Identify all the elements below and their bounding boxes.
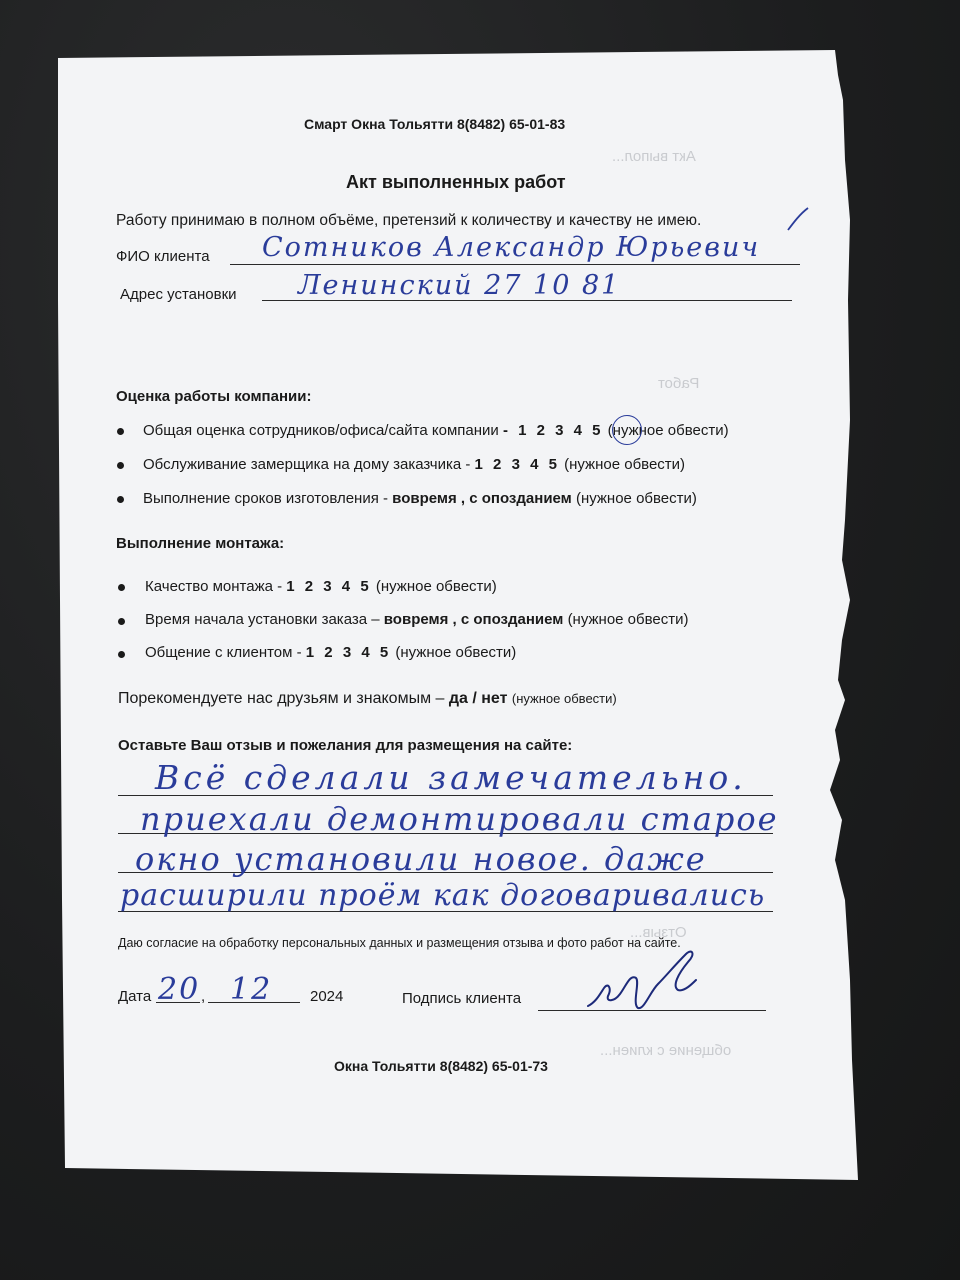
rating-item-communication: [145, 644, 516, 661]
date-year: 2024: [310, 988, 344, 1005]
rating-item-options: вовремя , с опозданием: [392, 490, 572, 507]
rating-item-hint: (нужное обвести): [564, 456, 686, 473]
rating-item-hint: (нужное обвести): [607, 422, 729, 439]
rating-item-hint: (нужное обвести): [567, 611, 689, 628]
rating-item-label: Время начала установки заказа –: [145, 611, 380, 628]
rating-item-label: Выполнение сроков изготовления -: [143, 490, 388, 507]
rating-item-start-time: [145, 611, 689, 628]
review-text-line: Всё сделали замечательно.: [155, 758, 747, 797]
rating-item-deadline: [143, 490, 697, 507]
recommend-hint: (нужное обвести): [511, 691, 617, 706]
bullet: [117, 462, 124, 469]
recommend-label: Порекомендуете нас друзьям и знакомым –: [118, 690, 445, 707]
document-title: Акт выполненных работ: [346, 172, 566, 192]
selected-rating-circle: [612, 415, 642, 445]
rating-item-quality: [145, 578, 497, 595]
date-comma: ,: [201, 988, 206, 1005]
client-underline: [230, 264, 800, 265]
client-signature: [578, 944, 708, 1024]
review-text-line: окно установили новое. даже: [135, 840, 707, 878]
bullet: [117, 496, 124, 503]
client-label: ФИО клиента: [116, 248, 210, 265]
recommend-options: да / нет: [448, 690, 508, 707]
rating-item-hint: (нужное обвести): [395, 644, 517, 661]
rating-item-hint: (нужное обвести): [375, 578, 497, 595]
date-label: Дата: [118, 988, 152, 1005]
rating-item-options: - 1 2 3 4 5: [502, 422, 604, 439]
date-month-value: 12: [230, 972, 273, 1007]
bullet: [118, 618, 125, 625]
company-footer: Окна Тольятти 8(8482) 65-01-73: [334, 1058, 548, 1074]
bullet: [117, 428, 124, 435]
date-day-value: 20: [158, 972, 201, 1007]
address-label: Адрес установки: [120, 286, 237, 303]
rating-item-label: Обслуживание замерщика на дому заказчика -: [143, 456, 471, 473]
rating-item-hint: (нужное обвести): [575, 490, 697, 507]
consent-text: Даю согласие на обработку персональных данных и размещения отзыва и фото работ на сайте.: [118, 936, 681, 950]
rating-item-label: Общение с клиентом -: [145, 644, 302, 661]
recommend-row: [118, 690, 617, 708]
rating-item-options: вовремя , с опозданием: [383, 611, 564, 628]
rating-item-measurer: [143, 456, 685, 473]
rating-item-label: Общая оценка сотрудников/офиса/сайта компании: [143, 422, 499, 439]
address-value: Ленинский 27 10 81: [298, 270, 621, 301]
bleed-through-1: Акт выпол...: [612, 148, 696, 165]
bullet: [118, 584, 125, 591]
bullet: [118, 651, 125, 658]
rating-item-label: Качество монтажа -: [145, 578, 283, 595]
acceptance-checkmark: [784, 204, 814, 236]
bleed-through-2: Работ: [658, 375, 700, 392]
rating-item-options: 1 2 3 4 5: [474, 456, 560, 473]
review-text-line: приехали демонтировали старое: [140, 800, 779, 838]
company-rating-heading: Оценка работы компании:: [116, 388, 312, 405]
bleed-through-4: общение с клиен...: [600, 1042, 732, 1059]
installation-rating-heading: Выполнение монтажа:: [116, 535, 285, 552]
company-header: Смарт Окна Тольятти 8(8482) 65-01-83: [304, 116, 566, 132]
signature-label: Подпись клиента: [402, 990, 522, 1007]
rating-item-options: 1 2 3 4 5: [305, 644, 392, 661]
client-name-value: Сотников Александр Юрьевич: [262, 232, 761, 263]
acceptance-text: Работу принимаю в полном объёме, претензий к количеству и качеству не имею.: [116, 212, 702, 229]
review-text-line: расширили проём как договаривались: [120, 878, 766, 913]
bleed-through-3: Отзыв...: [630, 924, 687, 941]
rating-item-options: 1 2 3 4 5: [286, 578, 372, 595]
review-heading: Оставьте Ваш отзыв и пожелания для размещения на сайте:: [118, 737, 573, 754]
